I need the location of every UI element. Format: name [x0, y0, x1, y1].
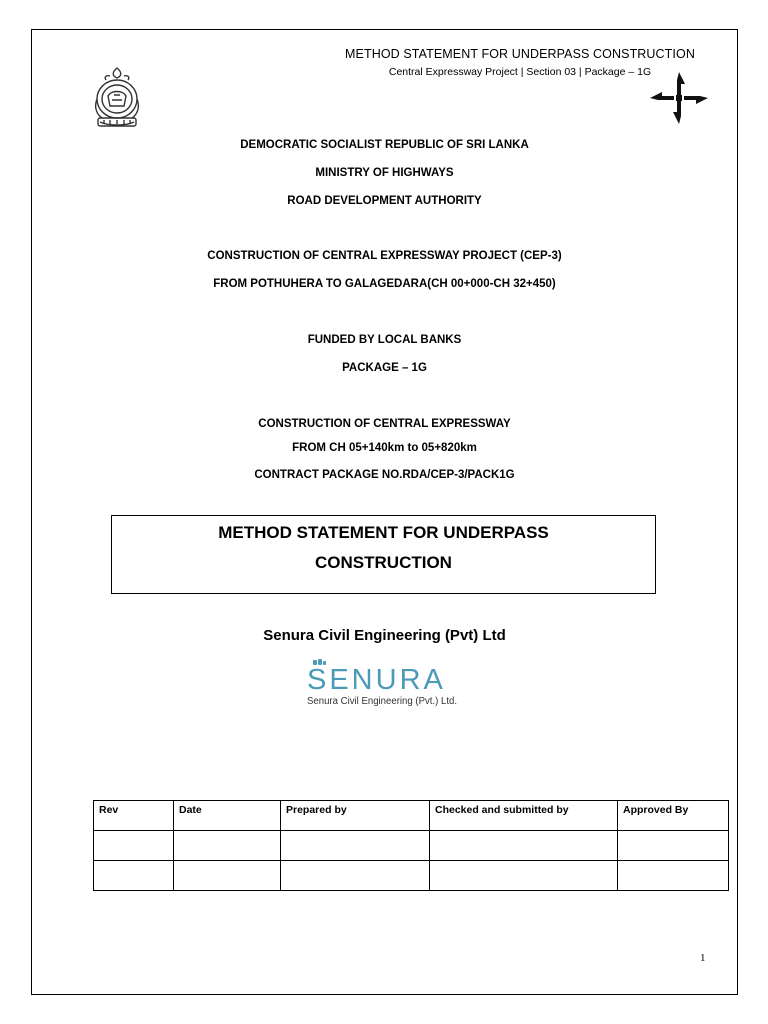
method-statement-title-box: [111, 515, 656, 594]
authority-line-2: MINISTRY OF HIGHWAYS: [315, 167, 454, 179]
table-cell: [174, 831, 281, 861]
table-cell: [94, 861, 174, 891]
page-number: 1: [700, 952, 706, 964]
col-header-approved-by: Approved By: [618, 801, 729, 831]
table-cell: [94, 831, 174, 861]
project-line-2: FROM POTHUHERA TO GALAGEDARA(CH 00+000-CH 32+450): [213, 278, 556, 290]
table-cell: [281, 861, 430, 891]
contract-line-2: FROM CH 05+140km to 05+820km: [292, 442, 477, 454]
table-cell: [430, 831, 618, 861]
col-header-checked-submitted-by: Checked and submitted by: [430, 801, 618, 831]
method-statement-title-line-2: CONSTRUCTION: [315, 553, 452, 572]
company-name: Senura Civil Engineering (Pvt) Ltd: [263, 627, 506, 644]
table-cell: [618, 861, 729, 891]
col-header-date: Date: [174, 801, 281, 831]
table-cell: [618, 831, 729, 861]
table-cell: [430, 861, 618, 891]
table-row: [94, 831, 729, 861]
sri-lanka-emblem-icon: [88, 66, 146, 130]
header-subtitle: Central Expressway Project | Section 03 | Package – 1G: [388, 66, 652, 78]
table-row: [94, 861, 729, 891]
senura-logo: [303, 658, 465, 710]
method-statement-title-line-1: METHOD STATEMENT FOR UNDERPASS: [218, 523, 549, 542]
header-title: METHOD STATEMENT FOR UNDERPASS CONSTRUCTION: [345, 47, 695, 61]
contract-line-1: CONSTRUCTION OF CENTRAL EXPRESSWAY: [258, 418, 511, 430]
authority-line-1: DEMOCRATIC SOCIALIST REPUBLIC OF SRI LANKA: [240, 139, 529, 151]
senura-wordmark: SENURA: [307, 664, 446, 696]
table-header-row: [94, 801, 729, 831]
contract-line-3: CONTRACT PACKAGE NO.RDA/CEP-3/PACK1G: [254, 469, 515, 481]
package-line: PACKAGE – 1G: [342, 362, 427, 374]
revision-table: [93, 800, 729, 891]
senura-tagline: Senura Civil Engineering (Pvt.) Ltd.: [307, 696, 457, 707]
col-header-prepared-by: Prepared by: [281, 801, 430, 831]
authority-line-3: ROAD DEVELOPMENT AUTHORITY: [287, 195, 482, 207]
rda-pinwheel-logo-icon: [648, 70, 710, 126]
project-line-1: CONSTRUCTION OF CENTRAL EXPRESSWAY PROJECT (CEP-3): [207, 250, 562, 262]
table-cell: [174, 861, 281, 891]
table-cell: [281, 831, 430, 861]
col-header-rev: Rev: [94, 801, 174, 831]
funding-line-1: FUNDED BY LOCAL BANKS: [307, 334, 462, 346]
